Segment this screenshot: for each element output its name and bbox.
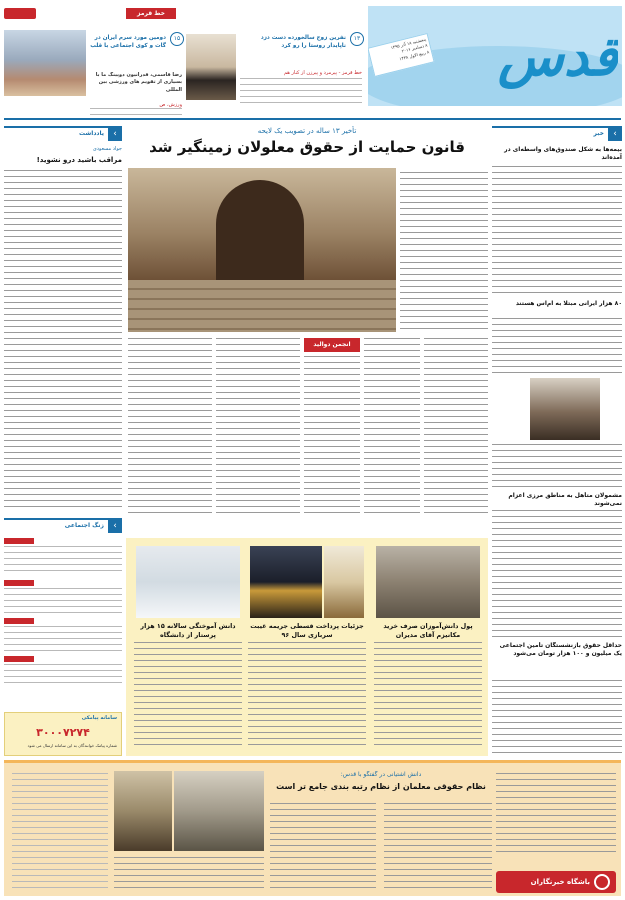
sms-phone: ۳۰۰۰۷۲۷۴ (36, 726, 90, 739)
yb-title: دانش آموختگی سالانه ۱۵ هزار پرستار از دانشگاه (140, 622, 236, 639)
masthead (368, 6, 622, 106)
section-label: خبر (593, 129, 604, 137)
right-item-title: حداقل حقوق بازنشستگان تأمین اجتماعی یک میلیون و ۱۰۰ هزار تومان می‌شود (499, 642, 622, 658)
story-lead-kicker: ورزش، ص (159, 102, 182, 108)
sms-box-label: سامانه پیامکی (81, 715, 117, 721)
sms-tag (4, 618, 34, 624)
right-section-bar (492, 126, 622, 140)
right-item-title: ۸۰ هزار ایرانی مبتلا به ام‌اس هستند (515, 300, 622, 307)
pull-quote-label: انجمن دوالید (313, 341, 351, 348)
right-photo (530, 378, 600, 440)
city-night-photo (250, 546, 322, 618)
source-badge (496, 871, 616, 893)
story-number: ۱۳ (350, 32, 364, 46)
section-label: یادداشت (79, 129, 104, 137)
story-sub: رضا قاسمی، قدرانیون دوپینگ ما با بسیاری از تقویم های ورزشی بین المللی (95, 72, 182, 93)
main-body-col-3 (304, 356, 360, 514)
date-line: ۸ ربیع الاول ۱۴۳۸ (398, 48, 430, 62)
nurse-photo (136, 546, 240, 618)
yellow-band (126, 538, 488, 756)
right-item-title: مشمولان متأهل به مناطق مرزی اعزام نمی‌شوند (508, 492, 622, 508)
story-lead (240, 70, 362, 110)
photo-steps (128, 280, 396, 332)
story-title: نفرین زوج سالخورده دست دزد ناپایدار روستا را رو کرد (260, 35, 346, 50)
story-title: دومین مورد سرم ایران در گات و کوی اجتماعی با قلب (90, 35, 166, 50)
main-body-col-2 (216, 338, 300, 514)
corner-logo (4, 8, 36, 19)
main-body-col-4 (364, 338, 420, 514)
story-lead-kicker: خط قرمز - پیرمرد و پیرزن از کنار هم (283, 70, 362, 76)
sport-photo (4, 30, 86, 96)
sms-list (4, 538, 122, 708)
main-kicker: تأخیر ۱۳ ساله در تصویب یک لایحه (257, 127, 357, 135)
sms-tag (4, 538, 34, 544)
date-line: پنجشنبه ۱۸ آذر ۱۳۹۵ (390, 36, 427, 51)
main-body-col-5 (424, 338, 488, 514)
bottom-headline: نظام حقوقی معلمان از نظام رتبه بندی جامع تر است (276, 782, 486, 791)
pull-quote (304, 338, 360, 352)
sms-box (4, 712, 122, 756)
source-logo-icon (594, 874, 610, 890)
right-item-title: بیمه‌ها به شکل صندوق‌های واسطه‌ای در آمده‌اند (504, 146, 622, 162)
main-headline: قانون حمایت از حقوق معلولان زمینگیر شد (149, 138, 465, 156)
sms-tag (4, 656, 34, 662)
author: جواد مسعودی (92, 146, 122, 152)
masthead-logo: قدس (497, 24, 618, 88)
date-line: ۸ دسامبر ۲۰۱۶ (401, 42, 428, 54)
statue-photo (324, 546, 364, 618)
yb-title: جزئیات پرداخت قسطی جریمه غیبت سربازی سال ۹۶ (250, 622, 364, 639)
column-body (4, 170, 122, 512)
students-photo (114, 771, 172, 851)
sms-note: شماره پیامک خوانندگان به این سامانه ارسال می شود (27, 743, 117, 748)
source-label: باشگاه خبرنگاران (530, 877, 590, 886)
chevron-left-icon: ‹ (108, 519, 122, 533)
chevron-left-icon: ‹ (108, 127, 122, 141)
veil-photo (186, 34, 236, 100)
main-photo (128, 168, 396, 332)
top-badge: خط قرمز (126, 8, 176, 19)
top-divider (4, 118, 621, 120)
left-section-bar-2 (4, 518, 122, 532)
sms-tag (4, 580, 34, 586)
building-photo (376, 546, 480, 618)
section-label: زنگ اجتماعی (64, 521, 104, 529)
main-photo-caption-side (400, 172, 488, 332)
top-story-2 (186, 30, 364, 116)
classroom-photo (174, 771, 264, 851)
bottom-kicker: دانش آشتیانی در گفتگو با قدس: (340, 771, 422, 778)
yb-title: پول دانش‌آموزان صرف خرید مکانیزم آقای مدیران (383, 622, 473, 639)
top-story-1 (4, 30, 184, 116)
main-body-col-1 (128, 338, 212, 514)
left-section-bar (4, 126, 122, 140)
story-number: ۱۵ (170, 32, 184, 46)
photo-doorway (216, 180, 304, 280)
column-title: مراقب باشید درو نشوید! (36, 156, 122, 164)
story-lead (90, 102, 182, 116)
chevron-left-icon: ‹ (608, 127, 622, 141)
bottom-band (4, 760, 621, 896)
